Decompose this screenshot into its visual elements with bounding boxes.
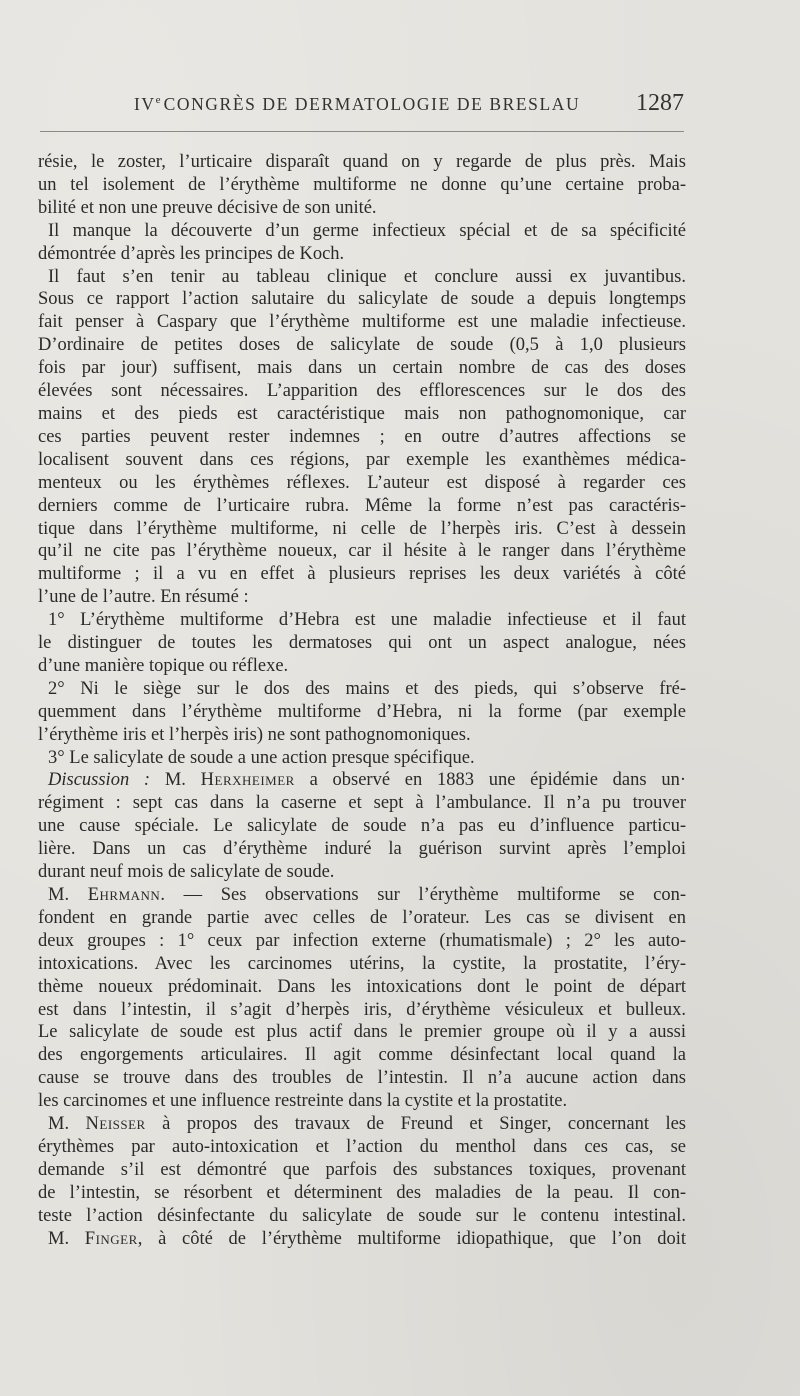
text-line: intoxications. Avec les carcinomes utérins, la cystite, la prostatite, l’éry- [38, 953, 686, 974]
text-line: tique dans l’érythème multiforme, ni celle de l’herpès iris. C’est à dessein [38, 518, 686, 539]
speaker-prefix: M. [48, 1114, 86, 1135]
running-title-superscript: e [155, 94, 161, 106]
text-line: les carcinomes et une influence restreinte dans la cystite et la prostatite. [38, 1091, 568, 1112]
text-line: démontrée d’après les principes de Koch. [38, 243, 345, 264]
speaker-text: à propos des travaux de Freund et Singer, concernant les [145, 1114, 687, 1135]
text-line: multiforme ; il a vu en effet à plusieurs reprises les deux variétés à côté [38, 564, 686, 585]
text-line: thème noueux prédominait. Dans les intoxications dont le point de départ [38, 976, 686, 997]
text-line: Le salicylate de soude est plus actif dans le premier groupe où il y a aussi [38, 1022, 686, 1043]
text-line: D’ordinaire de petites doses de salicylate de soude (0,5 à 1,0 plusieurs [38, 335, 686, 356]
speaker-prefix: M. [48, 1228, 85, 1249]
speaker-prefix: M. [150, 770, 201, 791]
text-line: 1° L’érythème multiforme d’Hebra est une maladie infectieuse et il faut [48, 610, 686, 631]
speaker-name: Finger [84, 1228, 138, 1249]
text-line: bilité et non une preuve décisive de son unité. [38, 197, 377, 218]
text-line: Il manque la découverte d’un germe infectieux spécial et de sa spécificité [48, 220, 686, 241]
running-title-ordinal: IV [134, 94, 156, 114]
text-line: cause se trouve dans des troubles de l’intestin. Il n’a aucune action dans [38, 1068, 686, 1089]
text-line: fondent en grande partie avec celles de l’orateur. Les cas se divisent en [38, 907, 686, 928]
speaker-text: , à côté de l’érythème multiforme idiopathique, que l’on doit [137, 1228, 686, 1249]
text-line: Il faut s’en tenir au tableau clinique et conclure aussi ex juvantibus. [48, 266, 686, 287]
text-line: élevées sont nécessaires. L’apparition des efflorescences sur le dos des [38, 381, 686, 402]
text-line: demande s’il est démontré que parfois des substances toxiques, provenant [38, 1159, 686, 1180]
text-line [38, 884, 686, 907]
text-line: ces parties peuvent rester indemnes ; en outre d’autres affections se [38, 426, 686, 447]
text-line: lière. Dans un cas d’érythème induré la guérison survint après l’emploi [38, 839, 686, 860]
text-line: fois par jour) suffisent, mais dans un certain nombre de cas des doses [38, 358, 686, 379]
text-line: fait penser à Caspary que l’érythème multiforme est une maladie infectieuse. [38, 312, 686, 333]
text-line: le distinguer de toutes les dermatoses qui ont un aspect analogue, nées [38, 633, 686, 654]
text-line [38, 1113, 686, 1136]
speaker-text: . — Ses observations sur l’érythème multiforme se con- [160, 885, 686, 905]
body-text [38, 151, 686, 1251]
text-line: résie, le zoster, l’urticaire disparaît quand on y regarde de plus près. Mais [38, 152, 686, 172]
text-line: qu’il ne cite pas l’érythème noueux, car il hésite à le ranger dans l’érythème [38, 541, 686, 562]
running-title [134, 94, 580, 115]
text-line: menteux ou les érythèmes réflexes. L’auteur est disposé à regarder ces [38, 472, 686, 493]
text-line: érythèmes par auto-intoxication et l’action du menthol dans ces cas, se [38, 1136, 686, 1157]
text-line: un tel isolement de l’érythème multiforme ne donne qu’une certaine proba- [38, 174, 686, 195]
text-line: quemment dans l’érythème multiforme d’Hebra, ni la forme (par exemple [38, 701, 686, 722]
speaker-name: Herxheimer [200, 770, 295, 791]
text-line: deux groupes : 1° ceux par infection externe (rhumatismale) ; 2° les auto- [38, 930, 686, 951]
speaker-name: Neisser [85, 1114, 146, 1135]
text-line: l’une de l’autre. En résumé : [38, 587, 249, 608]
text-line: des engorgements articulaires. Il agit comme désinfectant local quand la [38, 1045, 686, 1066]
text-line: mains et des pieds est caractéristique mais non pathognomonique, car [38, 403, 686, 424]
text-line: une cause spéciale. Le salicylate de soude n’a pas eu d’influence particu- [38, 816, 686, 837]
text-line: l’érythème iris et l’herpès iris) ne sont pathognomoniques. [38, 724, 471, 745]
text-line: d’une manière topique ou réflexe. [38, 655, 289, 676]
page-number: 1287 [636, 90, 684, 116]
speaker-text: a observé en 1883 une épidémie dans un· [294, 770, 686, 791]
text-line: durant neuf mois de salicylate de soude. [38, 862, 335, 883]
text-line [38, 1228, 686, 1251]
speaker-name: Ehrmann [87, 885, 161, 905]
text-line [38, 769, 686, 792]
text-line: 3° Le salicylate de soude a une action presque spécifique. [48, 747, 475, 768]
text-line: est dans l’intestin, il s’agit d’herpès iris, d’érythème vésiculeux et bulleux. [38, 999, 686, 1020]
text-line: localisent souvent dans ces régions, par exemple les exanthèmes médica- [38, 449, 686, 470]
speaker-prefix: M. [48, 885, 88, 905]
running-title-text: CONGRÈS DE DERMATOLOGIE DE BRESLAU [163, 94, 581, 114]
text-line: teste l’action désinfectante du salicylate de soude sur le contenu intestinal. [38, 1205, 686, 1226]
text-line: Sous ce rapport l’action salutaire du salicylate de soude a depuis longtemps [38, 289, 686, 310]
header-rule [40, 131, 684, 132]
text-line: régiment : sept cas dans la caserne et sept à l’ambulance. Il n’a pu trouver [38, 793, 686, 814]
text-line: derniers comme de l’urticaire rubra. Même la forme n’est pas caractéris- [38, 495, 686, 516]
text-line: 2° Ni le siège sur le dos des mains et des pieds, qui s’observe fré- [48, 678, 686, 699]
discussion-label: Discussion : [48, 770, 151, 791]
text-line: de l’intestin, se résorbent et déterminent des maladies de la peau. Il con- [38, 1182, 686, 1203]
running-head [38, 90, 686, 122]
